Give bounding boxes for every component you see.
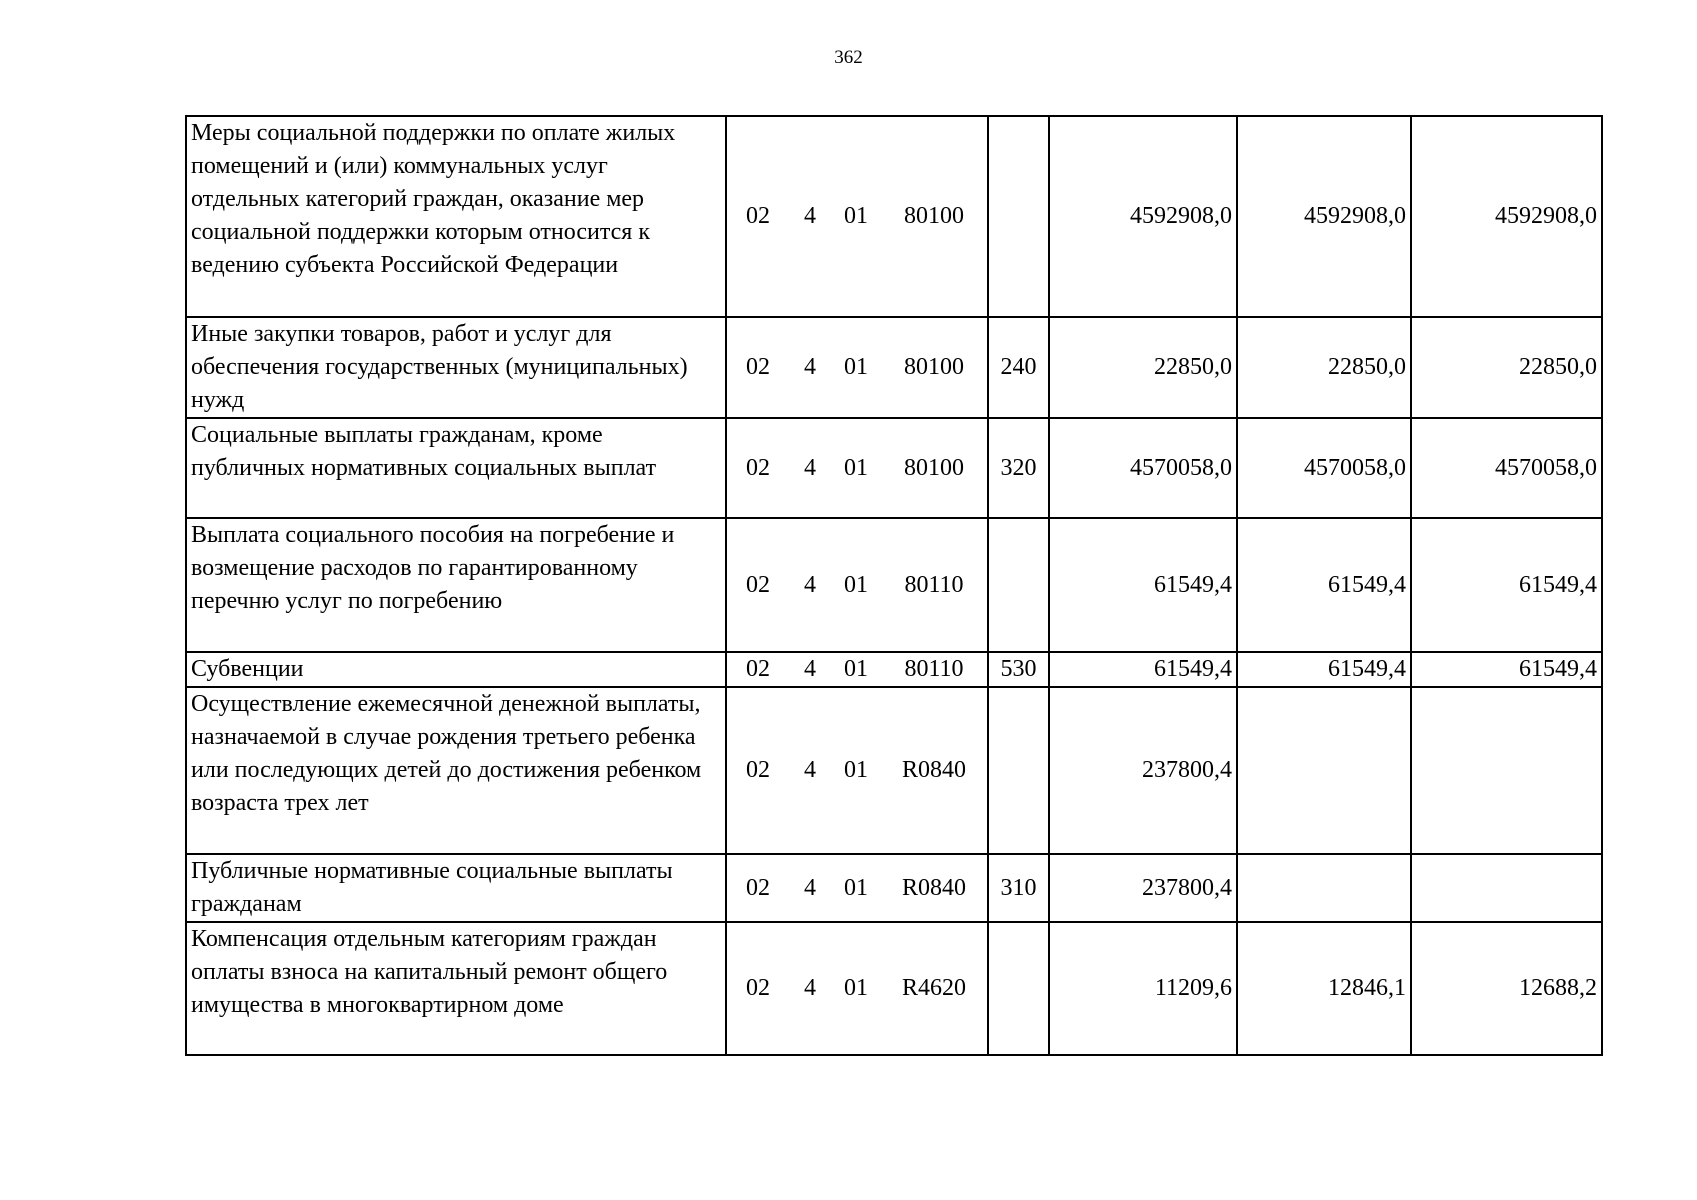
row-name: Субвенции bbox=[186, 652, 726, 687]
code-program: 4 bbox=[789, 317, 831, 418]
code-section: 02 bbox=[726, 854, 789, 922]
code-section: 02 bbox=[726, 652, 789, 687]
amount-year-2: 22850,0 bbox=[1237, 317, 1411, 418]
amount-year-3 bbox=[1411, 687, 1602, 854]
amount-year-3 bbox=[1411, 854, 1602, 922]
code-direction: 80100 bbox=[881, 116, 988, 317]
table-row bbox=[186, 922, 1602, 1055]
amount-year-1: 61549,4 bbox=[1049, 652, 1237, 687]
code-subprogram: 01 bbox=[831, 418, 881, 518]
code-subprogram: 01 bbox=[831, 652, 881, 687]
amount-year-2: 12846,1 bbox=[1237, 922, 1411, 1055]
expense-type: 310 bbox=[988, 854, 1049, 922]
amount-year-2: 61549,4 bbox=[1237, 652, 1411, 687]
amount-year-1: 4570058,0 bbox=[1049, 418, 1237, 518]
code-direction: 80100 bbox=[881, 317, 988, 418]
table-row bbox=[186, 418, 1602, 518]
code-direction: 80100 bbox=[881, 418, 988, 518]
row-name: Иные закупки товаров, работ и услуг для обеспечения государственных (муниципальных) нужд bbox=[186, 317, 726, 418]
amount-year-3: 12688,2 bbox=[1411, 922, 1602, 1055]
amount-year-1: 61549,4 bbox=[1049, 518, 1237, 652]
row-name: Выплата социального пособия на погребение и возмещение расходов по гарантированному перечню услуг по погребению bbox=[186, 518, 726, 652]
code-subprogram: 01 bbox=[831, 317, 881, 418]
table-row bbox=[186, 317, 1602, 418]
row-name: Меры социальной поддержки по оплате жилых помещений и (или) коммунальных услуг отдельных категорий граждан, оказание мер социальной поддержки которым относится к ведению субъекта Российской Федерации bbox=[186, 116, 726, 317]
code-direction: 80110 bbox=[881, 518, 988, 652]
code-program: 4 bbox=[789, 687, 831, 854]
amount-year-2 bbox=[1237, 687, 1411, 854]
code-program: 4 bbox=[789, 518, 831, 652]
code-subprogram: 01 bbox=[831, 922, 881, 1055]
amount-year-2: 4592908,0 bbox=[1237, 116, 1411, 317]
amount-year-1: 11209,6 bbox=[1049, 922, 1237, 1055]
amount-year-2: 4570058,0 bbox=[1237, 418, 1411, 518]
expense-type: 530 bbox=[988, 652, 1049, 687]
row-name: Социальные выплаты гражданам, кроме публичных нормативных социальных выплат bbox=[186, 418, 726, 518]
amount-year-3: 22850,0 bbox=[1411, 317, 1602, 418]
code-subprogram: 01 bbox=[831, 116, 881, 317]
code-subprogram: 01 bbox=[831, 854, 881, 922]
code-section: 02 bbox=[726, 317, 789, 418]
budget-table bbox=[185, 115, 1603, 1056]
code-direction: R4620 bbox=[881, 922, 988, 1055]
table-row bbox=[186, 854, 1602, 922]
page-number: 362 bbox=[834, 47, 863, 68]
code-section: 02 bbox=[726, 418, 789, 518]
table-row bbox=[186, 116, 1602, 317]
code-direction: R0840 bbox=[881, 854, 988, 922]
row-name: Публичные нормативные социальные выплаты гражданам bbox=[186, 854, 726, 922]
amount-year-1: 4592908,0 bbox=[1049, 116, 1237, 317]
row-name: Компенсация отдельным категориям граждан оплаты взноса на капитальный ремонт общего имущества в многоквартирном доме bbox=[186, 922, 726, 1055]
table-body bbox=[186, 116, 1602, 1055]
amount-year-1: 237800,4 bbox=[1049, 854, 1237, 922]
code-direction: 80110 bbox=[881, 652, 988, 687]
code-section: 02 bbox=[726, 922, 789, 1055]
amount-year-3: 61549,4 bbox=[1411, 518, 1602, 652]
table-row bbox=[186, 687, 1602, 854]
expense-type bbox=[988, 116, 1049, 317]
code-program: 4 bbox=[789, 922, 831, 1055]
expense-type bbox=[988, 518, 1049, 652]
amount-year-2: 61549,4 bbox=[1237, 518, 1411, 652]
code-subprogram: 01 bbox=[831, 518, 881, 652]
code-subprogram: 01 bbox=[831, 687, 881, 854]
code-section: 02 bbox=[726, 687, 789, 854]
row-name: Осуществление ежемесячной денежной выплаты, назначаемой в случае рождения третьего ребенка или последующих детей до достижения ребенком возраста трех лет bbox=[186, 687, 726, 854]
expense-type bbox=[988, 922, 1049, 1055]
amount-year-3: 4592908,0 bbox=[1411, 116, 1602, 317]
code-program: 4 bbox=[789, 854, 831, 922]
code-direction: R0840 bbox=[881, 687, 988, 854]
code-program: 4 bbox=[789, 652, 831, 687]
amount-year-2 bbox=[1237, 854, 1411, 922]
amount-year-1: 22850,0 bbox=[1049, 317, 1237, 418]
code-section: 02 bbox=[726, 116, 789, 317]
amount-year-3: 61549,4 bbox=[1411, 652, 1602, 687]
table-row bbox=[186, 652, 1602, 687]
code-section: 02 bbox=[726, 518, 789, 652]
expense-type: 240 bbox=[988, 317, 1049, 418]
amount-year-3: 4570058,0 bbox=[1411, 418, 1602, 518]
amount-year-1: 237800,4 bbox=[1049, 687, 1237, 854]
code-program: 4 bbox=[789, 116, 831, 317]
expense-type: 320 bbox=[988, 418, 1049, 518]
code-program: 4 bbox=[789, 418, 831, 518]
table-row bbox=[186, 518, 1602, 652]
expense-type bbox=[988, 687, 1049, 854]
